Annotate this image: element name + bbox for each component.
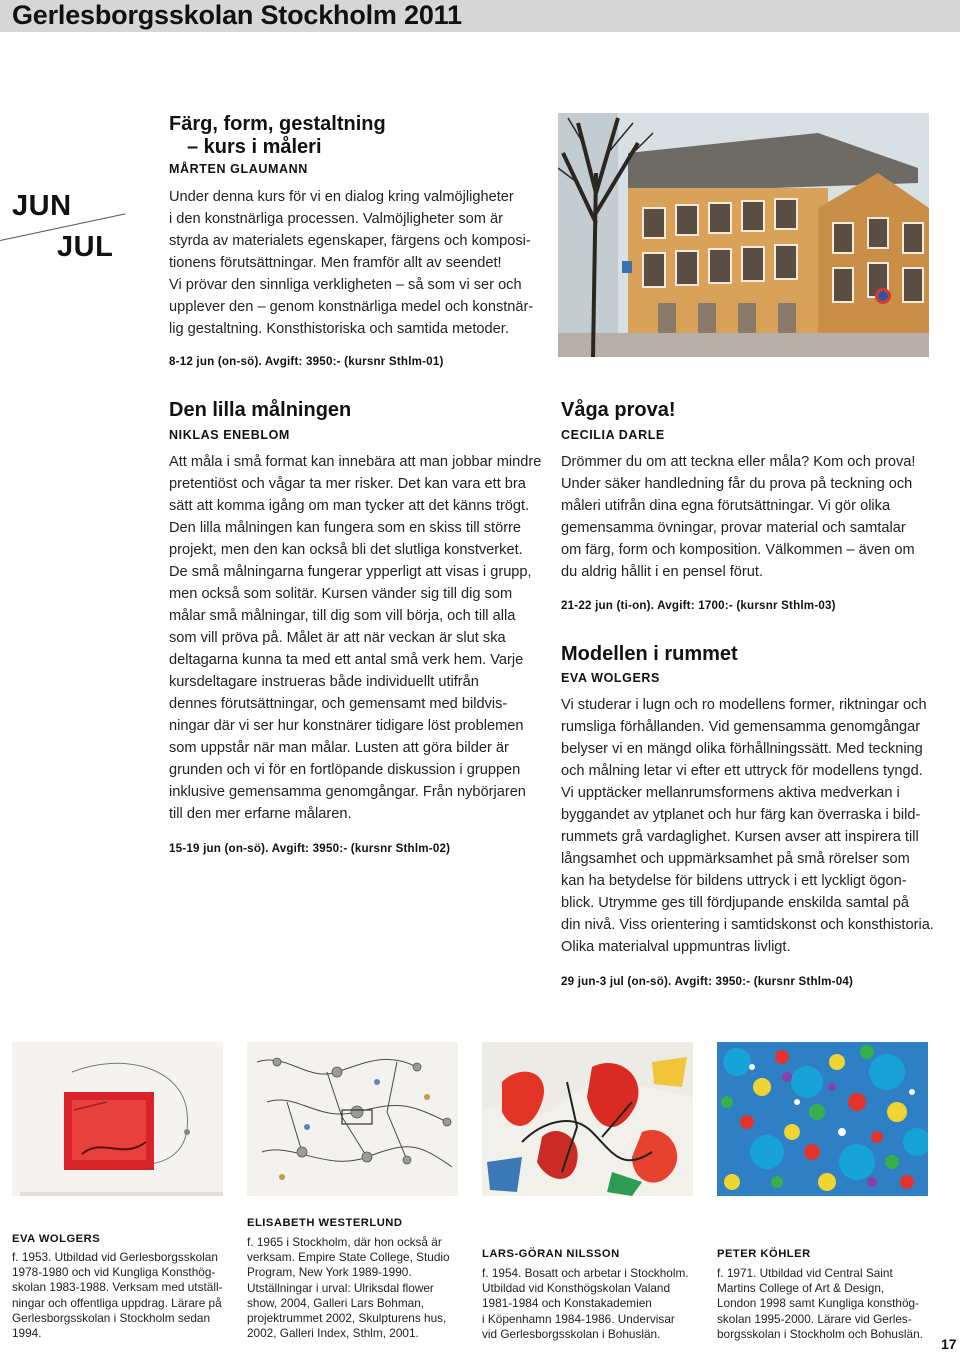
artist2-name: ELISABETH WESTERLUND <box>247 1217 403 1229</box>
course3-description <box>561 451 941 583</box>
text-line: rummets grå vardaglighet. Kursen avser att inspirera till <box>561 829 919 845</box>
bio-line: vid Gerlesborgsskolan i Bohuslän. <box>482 1326 661 1341</box>
text-line: i den konstnärliga processen. Valmöjligheter som är <box>169 211 503 227</box>
course4-title: Modellen i rummet <box>561 643 738 665</box>
text-line: Under säker handledning får du prova på teckning och <box>561 476 913 492</box>
text-line: som vill pröva på. Målet är att när veckan är slut ska <box>169 630 506 646</box>
bio-line: 1994. <box>12 1326 42 1341</box>
text-line: Olika materialval uppmuntras livligt. <box>561 939 791 955</box>
bio-line: f. 1953. Utbildad vid Gerlesborgsskolan <box>12 1250 218 1264</box>
course1-title-line2: – kurs i måleri <box>187 136 322 158</box>
bio-line: f. 1954. Bosatt och arbetar i Stockholm. <box>482 1266 689 1280</box>
bio-line: show, 2004, Galleri Lars Bohman, <box>247 1295 425 1310</box>
text-line: målar små målningar, till dig som vill börja, och till alla <box>169 608 516 624</box>
text-line: tionens förutsättningar. Men framför allt av seendet! <box>169 255 502 271</box>
text-line: byggandet av ytplanet och hur färg kan överraska i bild- <box>561 807 921 823</box>
bio-line: borgsskolan i Stockholm och Bohuslän. <box>717 1326 923 1341</box>
text-line: kan ha betydelse för bildens uttryck i ett lyckligt ögon- <box>561 873 907 889</box>
bio-line: Martins College of Art & Design, <box>717 1281 885 1296</box>
bio-line: Gerlesborgsskolan i Stockholm sedan <box>12 1310 211 1325</box>
bio-line: skolan 1983-1988. Verksam med utställ- <box>12 1280 223 1295</box>
artwork-eva-wolgers <box>12 1042 223 1196</box>
text-line: kursdeltagare instrueras både individuellt utifrån <box>169 674 479 690</box>
artist2-bio <box>247 1235 475 1341</box>
course1-info: 8-12 jun (on-sö). Avgift: 3950:- (kursnr Sthlm-01) <box>169 355 444 368</box>
bio-line: 1978-1980 och vid Kungliga Konsthög- <box>12 1265 216 1280</box>
text-line: sätt att komma igång om man tycker att det känns trögt. <box>169 498 530 514</box>
text-line: Vi prövar den sinnliga verkligheten – så som vi ser och <box>169 277 522 293</box>
text-line: som uppstår när man målar. Lusten att göra bilder är <box>169 740 509 756</box>
page-header <box>0 0 960 32</box>
course3-info: 21-22 jun (ti-on). Avgift: 1700:- (kursnr Sthlm-03) <box>561 599 836 612</box>
bio-line: Program, New York 1989-1990. <box>247 1265 412 1280</box>
text-line: Drömmer du om att teckna eller måla? Kom och prova! <box>561 454 916 470</box>
text-line: deltagarna kunna ta med ett antal små verk hem. Varje <box>169 652 524 668</box>
month-jul: JUL <box>57 231 114 263</box>
bio-line: i Köpenhamn 1984-1986. Undervisar <box>482 1311 675 1326</box>
text-line: till den mer erfarne målaren. <box>169 806 352 822</box>
artwork-elisabeth-westerlund <box>247 1042 458 1196</box>
text-line: måleri utifrån dina egna förutsättningar. Vi gör olika <box>561 498 891 514</box>
text-line: grunden och vi för en fortlöpande diskussion i gruppen <box>169 762 521 778</box>
artwork-lars-goran-nilsson <box>482 1042 693 1196</box>
text-line: om färg, form och komposition. Välkommen – även om <box>561 542 915 558</box>
bio-line: projektrummet 2002, Skulpturens hus, <box>247 1311 447 1326</box>
text-line: upplever den – genom konstnärliga medel och konstnär- <box>169 299 534 315</box>
course4-description <box>561 694 946 958</box>
text-line: projekt, men den kan också bli det slutliga konstverket. <box>169 542 523 558</box>
text-line: och målning letar vi efter ett uttryck för modellens tyngd. <box>561 763 923 779</box>
course2-title: Den lilla målningen <box>169 399 352 421</box>
course1-title-line1: Färg, form, gestaltning <box>169 113 386 135</box>
course2-description <box>169 451 554 825</box>
course1-teacher: MÅRTEN GLAUMANN <box>169 162 308 176</box>
text-line: Att måla i små format kan innebära att man jobbar mindre <box>169 454 542 470</box>
text-line: styrda av materialets egenskaper, färgens och komposi- <box>169 233 531 249</box>
text-line: rumsliga förhållanden. Vid gemensamma genomgångar <box>561 719 921 735</box>
page-number: 17 <box>941 1336 957 1352</box>
course2-info: 15-19 jun (on-sö). Avgift: 3950:- (kursnr Sthlm-02) <box>169 842 451 855</box>
bio-line: Utställningar i urval: Ulriksdal flower <box>247 1280 434 1295</box>
course3-title: Våga prova! <box>561 399 676 421</box>
bio-line: f. 1971. Utbildad vid Central Saint <box>717 1266 893 1280</box>
artist1-name: EVA WOLGERS <box>12 1233 101 1245</box>
bio-line: London 1998 samt Kungliga konsthög- <box>717 1296 920 1311</box>
course3-teacher: CECILIA DARLE <box>561 428 665 442</box>
text-line: belyser vi en mängd olika förhållningssätt. Med teckning <box>561 741 923 757</box>
artist4-bio <box>717 1266 939 1342</box>
text-line: Vi studerar i lugn och ro modellens former, riktningar och <box>561 697 927 713</box>
text-line: dennes förutsättningar, och gemensamt med bildvis- <box>169 696 508 712</box>
artist4-name: PETER KÖHLER <box>717 1248 811 1260</box>
bio-line: Utbildad vid Konsthögskolan Valand <box>482 1281 671 1296</box>
course4-teacher: EVA WOLGERS <box>561 671 660 685</box>
text-line: du aldrig hållit i en pensel förut. <box>561 564 764 580</box>
text-line: blick. Utrymme ges till fördjupande enskilda samtal på <box>561 895 909 911</box>
text-line: inklusive gemensamma genomgångar. Från nybörjaren <box>169 784 526 800</box>
text-line: ningar där vi ser hur konstnärer tidigare löst problemen <box>169 718 524 734</box>
text-line: långsamhet och uppmärksamhet på små rörelser som <box>561 851 910 867</box>
artist1-bio <box>12 1250 240 1341</box>
bio-line: ningar och offentliga uppdrag. Lärare på <box>12 1295 222 1310</box>
bio-line: f. 1965 i Stockholm, där hon också är <box>247 1235 442 1249</box>
text-line: din nivå. Viss orientering i samtidskonst och konsthistoria. <box>561 917 934 933</box>
text-line: Under denna kurs för vi en dialog kring valmöjligheter <box>169 189 514 205</box>
text-line: men också som solitär. Kursen vänder sig till dig som <box>169 586 513 602</box>
bio-line: 2002, Galleri Index, Sthlm, 2001. <box>247 1326 419 1341</box>
month-jun: JUN <box>12 190 72 222</box>
course4-info: 29 jun-3 jul (on-sö). Avgift: 3950:- (kursnr Sthlm-04) <box>561 975 854 988</box>
school-building-photo <box>558 113 929 357</box>
text-line: pretentiöst och vågar ta mer risker. Det kan vara ett bra <box>169 476 526 492</box>
text-line: Den lilla målningen kan fungera som en skiss till större <box>169 520 522 536</box>
text-line: gemensamma övningar, provar material och samtalar <box>561 520 906 536</box>
bio-line: skolan 1995-2000. Lärare vid Gerles- <box>717 1311 912 1326</box>
text-line: Vi upptäcker mellanrumsformens aktiva medverkan i <box>561 785 900 801</box>
text-line: lig gestaltning. Konsthistoriska och samtida metoder. <box>169 321 509 337</box>
text-line: De små målningarna fungerar ypperligt att visas i grupp, <box>169 564 532 580</box>
artist3-bio <box>482 1266 710 1342</box>
course2-teacher: NIKLAS ENEBLOM <box>169 428 290 442</box>
artwork-peter-kohler <box>717 1042 928 1196</box>
artist3-name: LARS-GÖRAN NILSSON <box>482 1248 620 1260</box>
course1-description <box>169 186 549 340</box>
bio-line: verksam. Empire State College, Studio <box>247 1250 450 1265</box>
page-title: Gerlesborgsskolan Stockholm 2011 <box>12 0 462 30</box>
bio-line: 1981-1984 och Konstakademien <box>482 1296 652 1311</box>
course1-title <box>169 113 386 159</box>
